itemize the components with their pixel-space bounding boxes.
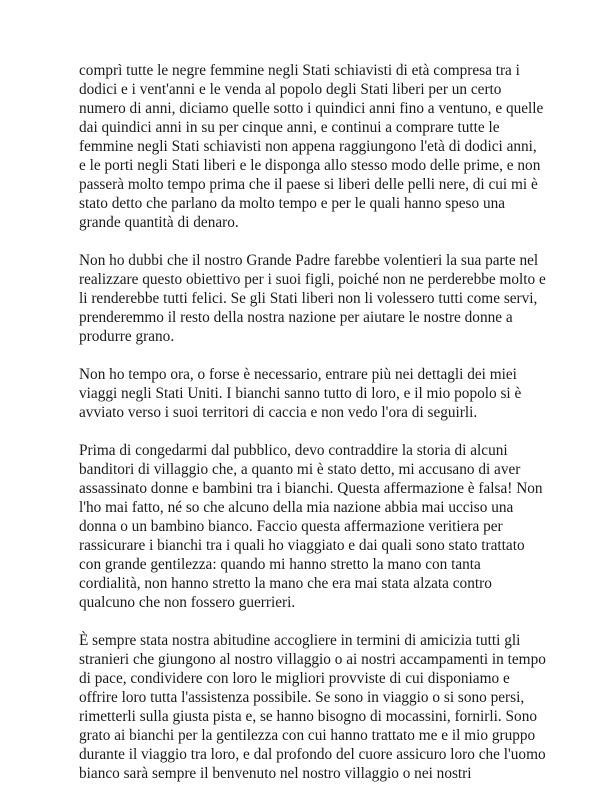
text-line: donna o un bambino bianco. Faccio questa affermazione veritiera per [79, 518, 503, 535]
text-line: rassicurare i bianchi tra i quali ho viaggiato e dai quali sono stato trattato [79, 537, 525, 554]
text-line: durante il viaggio tra loro, e dal profondo del cuore assicuro loro che l'uomo [79, 746, 546, 763]
text-line: viaggi negli Stati Uniti. I bianchi sanno tutto di loro, e il mio popolo si è [79, 385, 522, 402]
text-line: stato detto che parlano da molto tempo e per le quali hanno speso una [79, 195, 506, 212]
paragraph [79, 365, 539, 422]
paragraph [79, 441, 543, 612]
text-line: di pace, condividere con loro le migliori provviste di cui disponiamo e [79, 670, 510, 687]
text-line: produrre grano. [79, 328, 175, 345]
text-line: offrire loro tutta l'assistenza possibile. Se sono in viaggio o si sono persi, [79, 689, 525, 706]
text-line: comprì tutte le negre femmine negli Stati schiavisti di età compresa tra i [79, 62, 520, 79]
text-line: realizzare questo obiettivo per i suoi figli, poiché non ne perderebbe molto e [79, 271, 546, 288]
document-page [79, 61, 546, 802]
paragraph [79, 61, 544, 232]
text-line: rimetterli sulla giusta pista e, se hanno bisogno di mocassini, fornirli. Sono [79, 708, 537, 725]
paragraph [79, 631, 546, 783]
text-line: Non ho dubbi che il nostro Grande Padre farebbe volentieri la sua parte nel [79, 252, 539, 269]
text-line: grande quantità di denaro. [79, 214, 239, 231]
text-line: li renderebbe tutti felici. Se gli Stati liberi non li volessero tutti come servi, [79, 290, 538, 307]
text-line: e le porti negli Stati liberi e le disponga allo stesso modo delle prime, e non [79, 157, 541, 174]
text-line: femmine negli Stati schiavisti non appena raggiungono l'età di dodici anni, [79, 138, 537, 155]
text-line: numero di anni, diciamo quelle sotto i quindici anni fino a ventuno, e quelle [79, 100, 544, 117]
text-line: cordialità, non hanno stretto la mano che era mai stata alzata contro [79, 575, 492, 592]
text-line: grato ai bianchi per la gentilezza con cui hanno trattato me e il mio gruppo [79, 727, 536, 744]
text-line: avviato verso i suoi territori di caccia e non vedo l'ora di seguirli. [79, 404, 478, 421]
text-line: assassinato donne e bambini tra i bianchi. Questa affermazione è falsa! Non [79, 480, 543, 497]
text-line: Prima di congedarmi dal pubblico, devo contraddire la storia di alcuni [79, 442, 508, 459]
text-line: dodici e i vent'anni e le venda al popolo degli Stati liberi per un certo [79, 81, 502, 98]
text-line: qualcuno che non fossero guerrieri. [79, 594, 296, 611]
text-line: banditori di villaggio che, a quanto mi è stato detto, mi accusano di aver [79, 461, 521, 478]
text-line: prenderemmo il resto della nostra nazione per aiutare le nostre donne a [79, 309, 513, 326]
text-line: passerà molto tempo prima che il paese si liberi delle pelli nere, di cui mi è [79, 176, 538, 193]
text-line: l'ho mai fatto, né so che alcuno della mia nazione abbia mai ucciso una [79, 499, 514, 516]
text-line: È sempre stata nostra abitudine accogliere in termini di amicizia tutti gli [79, 632, 521, 649]
text-line: stranieri che giungono al nostro villaggio o ai nostri accampamenti in tempo [79, 651, 546, 668]
text-line: con grande gentilezza: quando mi hanno stretto la mano con tanta [79, 556, 481, 573]
paragraph [79, 251, 546, 346]
text-line: dai quindici anni in su per cinque anni, e continui a comprare tutte le [79, 119, 500, 136]
text-line: bianco sarà sempre il benvenuto nel nostro villaggio o nei nostri [79, 765, 472, 782]
text-line: Non ho tempo ora, o forse è necessario, entrare più nei dettagli dei miei [79, 366, 517, 383]
